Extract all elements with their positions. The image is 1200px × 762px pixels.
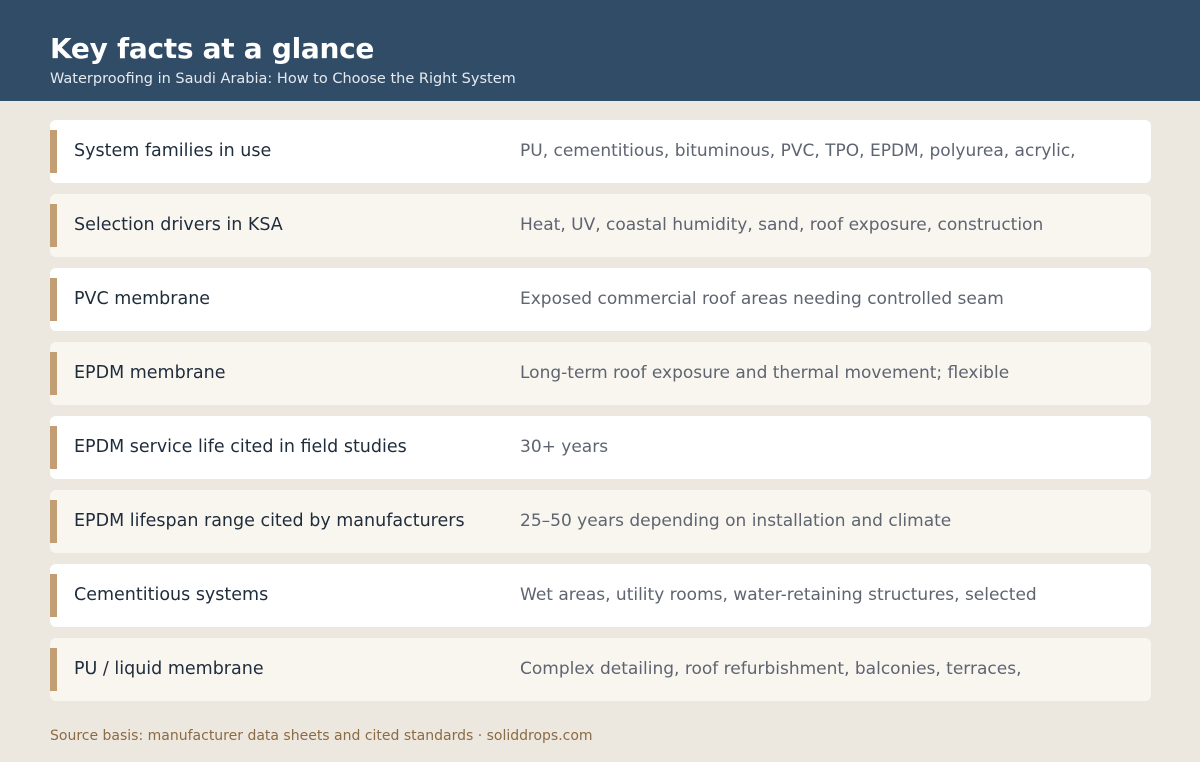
fact-row: [50, 490, 1151, 553]
fact-label: EPDM lifespan range cited by manufacturers: [74, 511, 465, 531]
fact-value: 25–50 years depending on installation and climate: [520, 511, 952, 531]
fact-label: EPDM membrane: [74, 363, 226, 383]
accent-bar: [50, 500, 57, 543]
fact-value: Exposed commercial roof areas needing controlled seam: [520, 289, 1004, 309]
fact-row: [50, 120, 1151, 183]
fact-label: System families in use: [74, 141, 272, 161]
fact-label: Cementitious systems: [74, 585, 269, 605]
accent-bar: [50, 426, 57, 469]
fact-value: PU, cementitious, bituminous, PVC, TPO, EPDM, polyurea, acrylic,: [520, 141, 1076, 161]
accent-bar: [50, 574, 57, 617]
accent-bar: [50, 204, 57, 247]
fact-value: Wet areas, utility rooms, water-retaining structures, selected: [520, 585, 1037, 605]
accent-bar: [50, 278, 57, 321]
accent-bar: [50, 648, 57, 691]
page-subtitle: Waterproofing in Saudi Arabia: How to Choose the Right System: [50, 71, 516, 87]
header-banner: [0, 0, 1200, 101]
fact-label: EPDM service life cited in field studies: [74, 437, 407, 457]
fact-row: [50, 564, 1151, 627]
fact-row: [50, 194, 1151, 257]
source-footer: Source basis: manufacturer data sheets and cited standards · soliddrops.com: [50, 728, 593, 744]
fact-label: PU / liquid membrane: [74, 659, 264, 679]
accent-bar: [50, 352, 57, 395]
fact-value: 30+ years: [520, 437, 609, 457]
fact-label: PVC membrane: [74, 289, 211, 309]
fact-row: [50, 638, 1151, 701]
fact-row: [50, 416, 1151, 479]
accent-bar: [50, 130, 57, 173]
facts-list: [50, 120, 1151, 712]
fact-value: Heat, UV, coastal humidity, sand, roof exposure, construction: [520, 215, 1044, 235]
fact-value: Long-term roof exposure and thermal movement; flexible: [520, 363, 1010, 383]
fact-row: [50, 342, 1151, 405]
fact-label: Selection drivers in KSA: [74, 215, 283, 235]
fact-value: Complex detailing, roof refurbishment, balconies, terraces,: [520, 659, 1022, 679]
fact-row: [50, 268, 1151, 331]
page-title: Key facts at a glance: [50, 32, 375, 65]
